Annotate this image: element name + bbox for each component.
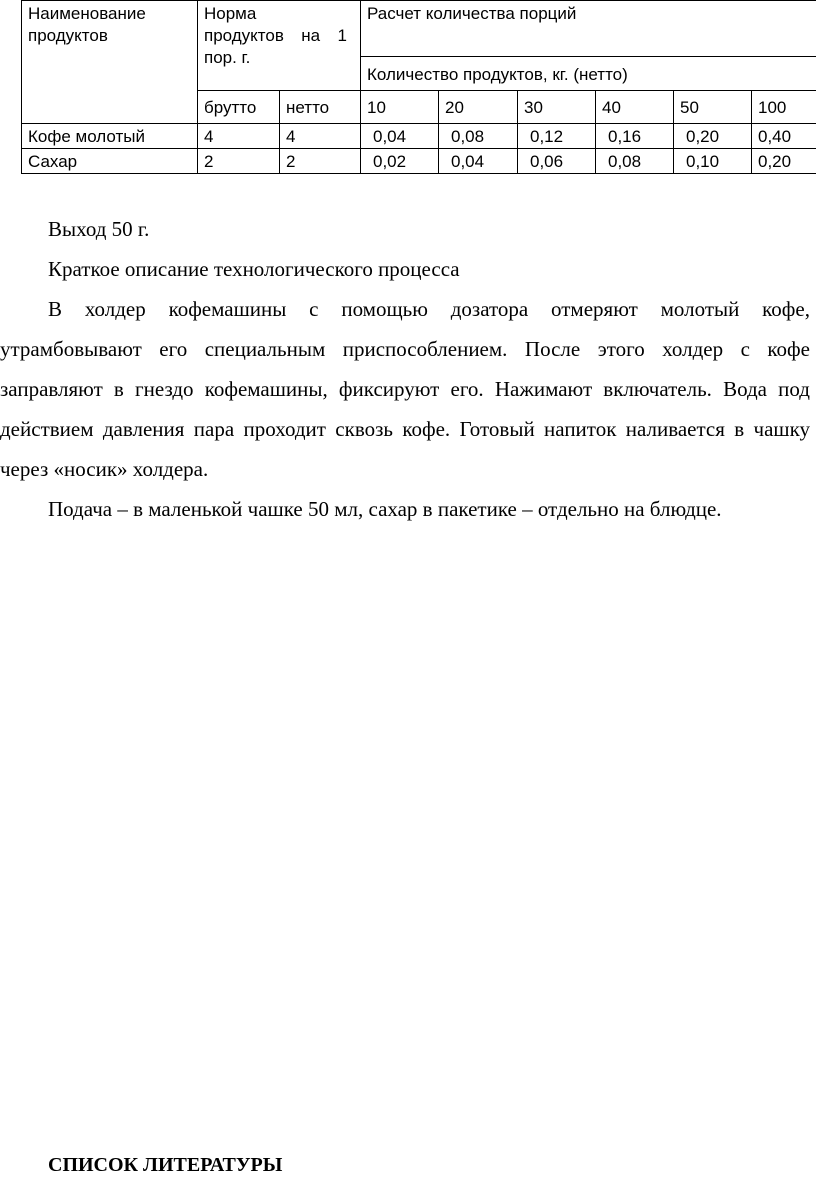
output-line: Выход 50 г. <box>48 217 150 241</box>
table-row <box>22 124 816 149</box>
header-norm <box>198 1 361 91</box>
table-header-row-1 <box>22 1 816 57</box>
row-value: 0,08 <box>596 149 674 174</box>
row-product-name: Сахар <box>22 149 198 174</box>
header-portions-100: 100 <box>752 91 816 124</box>
row-value: 0,16 <box>596 124 674 149</box>
process-description: В холдер кофемашины с помощью дозатора отмеряют молотый кофе, утрамбовывают его специальным приспособлением. После этого холдер с кофе заправляют в гнездо кофемашины, фиксируют его. Нажимают включатель. Вода под действием давления пара проходит сквозь кофе. Готовый напиток наливается в чашку через «носик» холдера. <box>0 297 810 481</box>
header-product-name: Наименование продуктов <box>22 1 198 124</box>
header-calc-title: Расчет количества порций <box>361 1 816 57</box>
row-product-name: Кофе молотый <box>22 124 198 149</box>
row-value: 0,04 <box>361 124 439 149</box>
row-value: 0,04 <box>439 149 518 174</box>
recipe-table <box>21 0 816 174</box>
row-value: 0,08 <box>439 124 518 149</box>
header-norm-word-on: на <box>301 26 321 45</box>
header-norm-line2 <box>204 25 347 47</box>
row-netto: 2 <box>280 149 361 174</box>
header-brutto: брутто <box>198 91 280 124</box>
header-quantity-title: Количество продуктов, кг. (нетто) <box>361 57 816 91</box>
row-value: 0,20 <box>752 149 816 174</box>
header-portions-30: 30 <box>518 91 596 124</box>
header-norm-line1: Норма <box>204 4 257 23</box>
row-value: 0,10 <box>674 149 752 174</box>
row-netto: 4 <box>280 124 361 149</box>
row-value: 0,02 <box>361 149 439 174</box>
row-value: 0,06 <box>518 149 596 174</box>
body-text <box>0 209 816 529</box>
header-netto: нетто <box>280 91 361 124</box>
header-portions-20: 20 <box>439 91 518 124</box>
process-title: Краткое описание технологического процесса <box>48 257 460 281</box>
header-norm-word-one: 1 <box>337 26 347 45</box>
serving-line: Подача – в маленькой чашке 50 мл, сахар в пакетике – отдельно на блюдце. <box>48 497 722 521</box>
header-norm-word-products: продуктов <box>204 26 284 45</box>
header-portions-50: 50 <box>674 91 752 124</box>
references-heading: СПИСОК ЛИТЕРАТУРЫ <box>48 1154 283 1176</box>
header-portions-10: 10 <box>361 91 439 124</box>
row-value: 0,40 <box>752 124 816 149</box>
row-brutto: 2 <box>198 149 280 174</box>
row-value: 0,12 <box>518 124 596 149</box>
header-norm-line3: пор. г. <box>204 48 251 67</box>
row-brutto: 4 <box>198 124 280 149</box>
table-row <box>22 149 816 174</box>
header-portions-40: 40 <box>596 91 674 124</box>
row-value: 0,20 <box>674 124 752 149</box>
